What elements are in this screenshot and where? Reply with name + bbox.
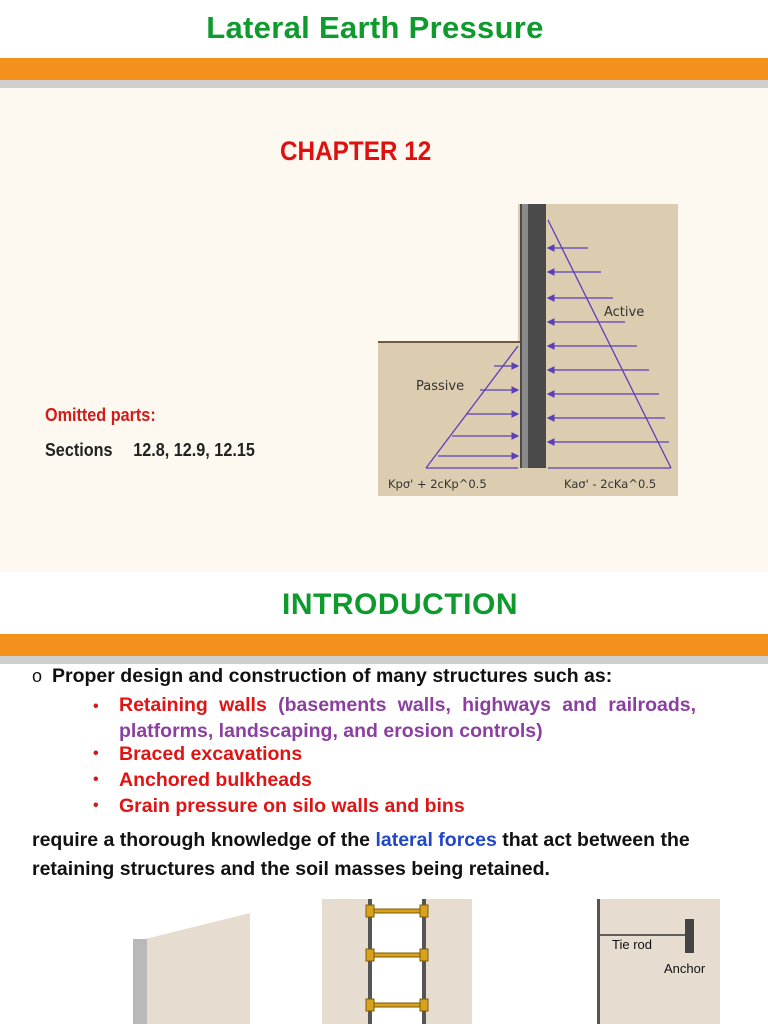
list-item: • Anchored bulkheads <box>96 769 696 792</box>
retaining-wall-soil <box>145 913 250 1024</box>
structures-figure <box>0 895 768 1024</box>
omitted-parts-label: Omitted parts: <box>45 405 156 425</box>
bullet-marker: o <box>32 666 43 686</box>
passive-soil <box>378 342 523 496</box>
list-item: • Grain pressure on silo walls and bins <box>96 795 696 818</box>
anchor-label: Anchor <box>664 961 706 976</box>
list-item-purple: (basements walls, highways and railroads, platforms, landscaping, and erosion controls) <box>119 694 696 742</box>
active-label: Active <box>604 305 645 320</box>
excavation-braces <box>366 905 428 1011</box>
passive-label: Passive <box>416 379 465 394</box>
list-item-red: Grain pressure on silo walls and bins <box>119 795 465 817</box>
main-bullet <box>32 665 612 688</box>
active-formula: Kaσ' - 2cKa^0.5 <box>564 477 657 491</box>
list-item-red: Anchored bulkheads <box>119 769 312 791</box>
bulkhead-wall <box>597 899 600 1024</box>
main-bullet-text: Proper design and construction of many structures such as: <box>52 665 613 687</box>
lateral-forces-highlight: lateral forces <box>375 829 497 851</box>
slide-1-orange-band <box>0 58 768 80</box>
omitted-sections <box>45 440 255 461</box>
list-item: • Retaining walls (basements walls, highways and railroads, platforms, landscaping, and erosion controls) <box>93 694 696 742</box>
require-paragraph: require a thorough knowledge of the lateral forces that act between the retaining structures and the soil masses being retained. <box>32 829 690 880</box>
anchor-block <box>685 919 694 953</box>
list-item-red: Braced excavations <box>119 743 303 765</box>
tie-rod-label: Tie rod <box>612 937 652 952</box>
sections-value: 12.8, 12.9, 12.15 <box>133 440 255 460</box>
chapter-heading: CHAPTER 12 <box>280 136 432 166</box>
passive-formula: Kpσ' + 2cKp^0.5 <box>388 477 487 491</box>
list-item-red: Retaining walls <box>119 694 267 716</box>
slide-2-grey-band <box>0 656 768 664</box>
slide-1-grey-band <box>0 80 768 88</box>
slide-2-title: INTRODUCTION <box>282 588 518 621</box>
slide-2-orange-band <box>0 634 768 656</box>
sections-label: Sections <box>45 440 113 460</box>
earth-pressure-diagram <box>378 200 678 496</box>
slide-1-title: Lateral Earth Pressure <box>206 10 544 45</box>
retaining-wall <box>133 939 147 1024</box>
list-item: • Braced excavations <box>96 743 696 766</box>
